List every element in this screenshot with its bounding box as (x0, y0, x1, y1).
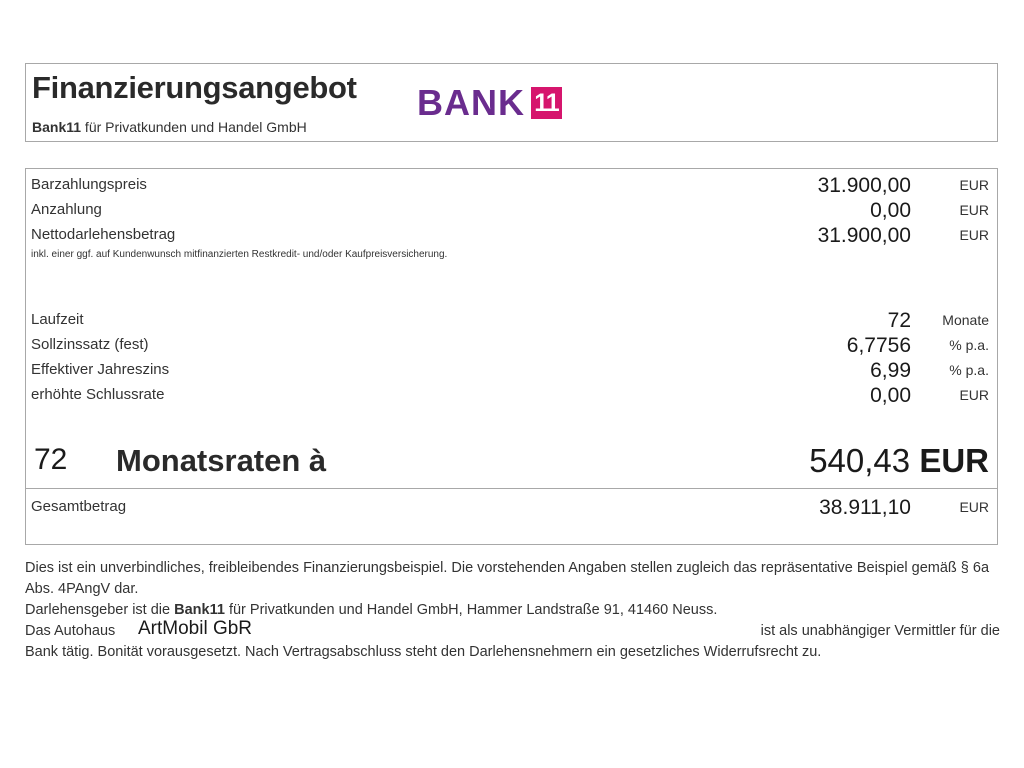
footer-disclaimer: Dies ist ein unverbindliches, freibleibendes Finanzierungsbeispiel. Die vorstehenden Angaben stellen zugleich das repräsentative Beispiel gemäß § 6a Abs. 4PAngV dar. (25, 560, 990, 597)
unit-laufzeit: Monate (942, 312, 989, 328)
monthly-rate-row (26, 441, 997, 487)
logo-number-badge: 11 (531, 87, 562, 119)
subtitle-rest: für Privatkunden und Handel GmbH (81, 119, 307, 135)
value-laufzeit: 72 (887, 309, 911, 332)
unit-gesamtbetrag: EUR (959, 499, 989, 515)
lender-subtitle (32, 119, 307, 135)
rate-count: 72 (34, 443, 68, 476)
unit-barzahlungspreis: EUR (959, 177, 989, 193)
footer-lender-prefix: Darlehensgeber ist die (25, 602, 175, 618)
value-barzahlungspreis: 31.900,00 (817, 174, 911, 197)
label-sollzinssatz: Sollzinssatz (fest) (31, 336, 149, 353)
value-anzahlung: 0,00 (870, 199, 911, 222)
label-nettodarlehensbetrag: Nettodarlehensbetrag (31, 226, 176, 243)
label-barzahlungspreis: Barzahlungspreis (31, 176, 147, 193)
rate-currency: EUR (919, 442, 989, 479)
dealer-name: ArtMobil GbR (138, 618, 253, 639)
unit-schlussrate: EUR (959, 387, 989, 403)
value-effektiver-jahreszins: 6,99 (870, 359, 911, 382)
rate-amount-display (809, 442, 989, 480)
insurance-note: inkl. einer ggf. auf Kundenwunsch mitfinanzierten Restkredit- und/oder Kaufpreisversicherung. (31, 249, 448, 260)
row-barzahlungspreis (26, 174, 997, 198)
footer-lender-rest: für Privatkunden und Handel GmbH, Hammer Landstraße 91, 41460 Neuss. (224, 602, 718, 618)
rate-amount: 540,43 (809, 442, 911, 479)
row-anzahlung (26, 199, 997, 223)
financing-details-panel (25, 168, 998, 545)
label-laufzeit: Laufzeit (31, 311, 84, 328)
value-sollzinssatz: 6,7756 (846, 334, 911, 357)
row-gesamtbetrag (26, 496, 997, 520)
label-schlussrate: erhöhte Schlussrate (31, 386, 165, 403)
row-laufzeit (26, 309, 997, 333)
bank11-logo (417, 84, 562, 122)
legal-footer (25, 558, 1000, 663)
row-nettodarlehensbetrag (26, 224, 997, 248)
unit-sollzinssatz: % p.a. (949, 337, 989, 353)
footer-dealer-prefix: Das Autohaus (25, 623, 116, 639)
value-gesamtbetrag: 38.911,10 (819, 496, 911, 519)
unit-nettodarlehensbetrag: EUR (959, 227, 989, 243)
rate-label: Monatsraten à (116, 443, 327, 478)
footer-last-line: Bank tätig. Bonität vorausgesetzt. Nach Vertragsabschluss steht den Darlehensnehmern ein gesetzliches Widerrufsrecht zu. (25, 644, 822, 660)
label-anzahlung: Anzahlung (31, 201, 102, 218)
header-panel (25, 63, 998, 142)
row-schlussrate (26, 384, 997, 408)
label-gesamtbetrag: Gesamtbetrag (31, 498, 127, 515)
footer-dealer-line (25, 618, 1000, 642)
footer-lender-brand: Bank11 (174, 602, 225, 618)
footer-dealer-suffix: ist als unabhängiger Vermittler für die (760, 623, 1000, 639)
total-divider (26, 488, 997, 489)
row-effektiver-jahreszins (26, 359, 997, 383)
logo-word: BANK (417, 82, 525, 123)
subtitle-brand: Bank11 (32, 119, 82, 135)
value-schlussrate: 0,00 (870, 384, 911, 407)
label-effektiver-jahreszins: Effektiver Jahreszins (31, 361, 170, 378)
unit-effektiver-jahreszins: % p.a. (949, 362, 989, 378)
unit-anzahlung: EUR (959, 202, 989, 218)
page-title: Finanzierungsangebot (32, 70, 357, 105)
row-sollzinssatz (26, 334, 997, 358)
value-nettodarlehensbetrag: 31.900,00 (817, 224, 911, 247)
